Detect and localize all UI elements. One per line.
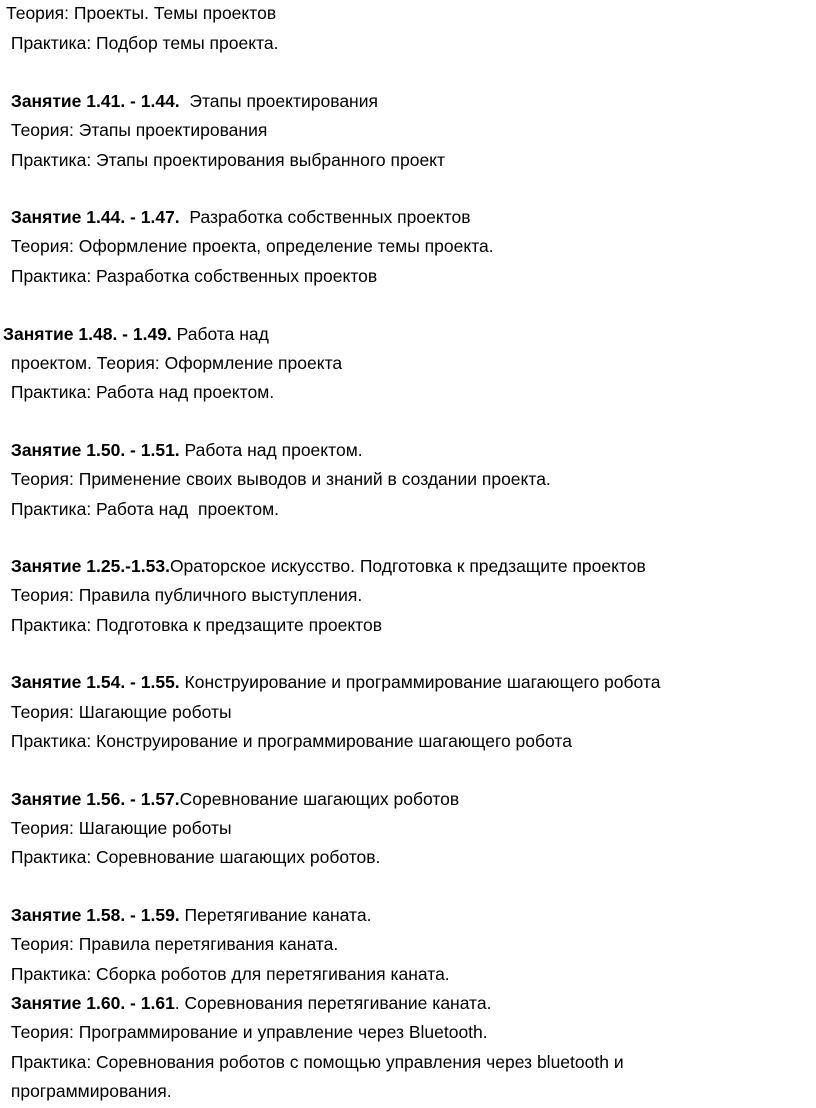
text-line — [6, 1051, 624, 1073]
text-line — [6, 149, 445, 171]
lesson-heading-line — [6, 671, 660, 693]
lesson-heading-line — [6, 90, 378, 112]
line-text: Практика: Соревнование шагающих роботов. — [6, 847, 381, 867]
line-text: Работа над — [171, 324, 269, 344]
line-text: Теория: Правила перетягивания каната. — [6, 934, 339, 954]
line-text: Теория: Шагающие роботы — [6, 702, 232, 722]
text-line — [6, 614, 382, 636]
line-text: программирования. — [6, 1081, 172, 1101]
text-line — [6, 119, 267, 141]
text-line — [6, 468, 551, 490]
line-text: Теория: Шагающие роботы — [6, 818, 232, 838]
text-line — [6, 381, 274, 403]
lesson-heading: Занятие 1.56. - 1.57. — [6, 789, 180, 809]
line-text: Практика: Работа над проектом. — [6, 499, 279, 519]
line-text: Практика: Сборка роботов для перетягивания каната. — [6, 964, 450, 984]
lesson-heading: Занятие 1.25.-1.53. — [6, 556, 170, 576]
text-line — [6, 1080, 172, 1102]
text-line — [6, 235, 494, 257]
lesson-heading: Занятие 1.54. - 1.55. — [6, 672, 180, 692]
lesson-heading-line — [6, 788, 459, 810]
text-line — [6, 352, 342, 374]
line-text: Разработка собственных проектов — [179, 207, 471, 227]
line-text: Теория: Программирование и управление через Bluetooth. — [6, 1022, 488, 1042]
lesson-heading: Занятие 1.60. - 1.61 — [6, 993, 175, 1013]
text-line — [6, 933, 338, 955]
lesson-heading-line — [6, 555, 646, 577]
text-line — [6, 846, 380, 868]
lesson-heading: Занятие 1.48. - 1.49. — [3, 324, 172, 344]
line-text: Практика: Соревнования роботов с помощью управления через bluetooth и — [6, 1052, 624, 1072]
line-text: Теория: Применение своих выводов и знаний в создании проекта. — [6, 469, 551, 489]
lesson-heading-line — [6, 992, 491, 1014]
line-text: Практика: Подготовка к предзащите проектов — [6, 615, 383, 635]
text-line — [6, 1021, 488, 1043]
line-text: Работа над проектом. — [179, 440, 363, 460]
line-text: Соревнование шагающих роботов — [179, 789, 460, 809]
line-text: Перетягивание каната. — [179, 905, 372, 925]
text-line — [6, 817, 232, 839]
line-text: Теория: Оформление проекта, определение темы проекта. — [6, 236, 494, 256]
text-line — [6, 265, 377, 287]
line-text: Конструирование и программирование шагающего робота — [179, 672, 661, 692]
line-text: Практика: Этапы проектирования выбранного проект — [6, 150, 446, 170]
lesson-heading: Занятие 1.58. - 1.59. — [6, 905, 180, 925]
lesson-heading: Занятие 1.50. - 1.51. — [6, 440, 180, 460]
line-text: Практика: Работа над проектом. — [6, 382, 275, 402]
line-text: Практика: Конструирование и программирование шагающего робота — [6, 731, 572, 751]
text-line — [6, 584, 362, 606]
lesson-heading: Занятие 1.41. - 1.44. — [6, 91, 180, 111]
text-line — [6, 2, 276, 24]
text-line — [6, 963, 450, 985]
lesson-heading-line — [6, 206, 471, 228]
lesson-heading-line — [3, 323, 269, 345]
lesson-heading: Занятие 1.44. - 1.47. — [6, 207, 180, 227]
line-text: Этапы проектирования — [179, 91, 378, 111]
line-text: Теория: Правила публичного выступления. — [6, 585, 363, 605]
lesson-heading-line — [6, 904, 371, 926]
line-text: Теория: Этапы проектирования — [6, 120, 268, 140]
line-text: . Соревнования перетягивание каната. — [174, 993, 492, 1013]
text-line — [6, 498, 279, 520]
text-line — [6, 32, 279, 54]
lesson-heading-line — [6, 439, 363, 461]
line-text: проектом. Теория: Оформление проекта — [6, 353, 343, 373]
text-line — [6, 701, 232, 723]
line-text: Практика: Подбор темы проекта. — [6, 33, 279, 53]
line-text: Практика: Разработка собственных проектов — [6, 266, 378, 286]
line-text: Теория: Проекты. Темы проектов — [6, 3, 277, 23]
text-line — [6, 730, 572, 752]
line-text: Ораторское искусство. Подготовка к предзащите проектов — [169, 556, 646, 576]
